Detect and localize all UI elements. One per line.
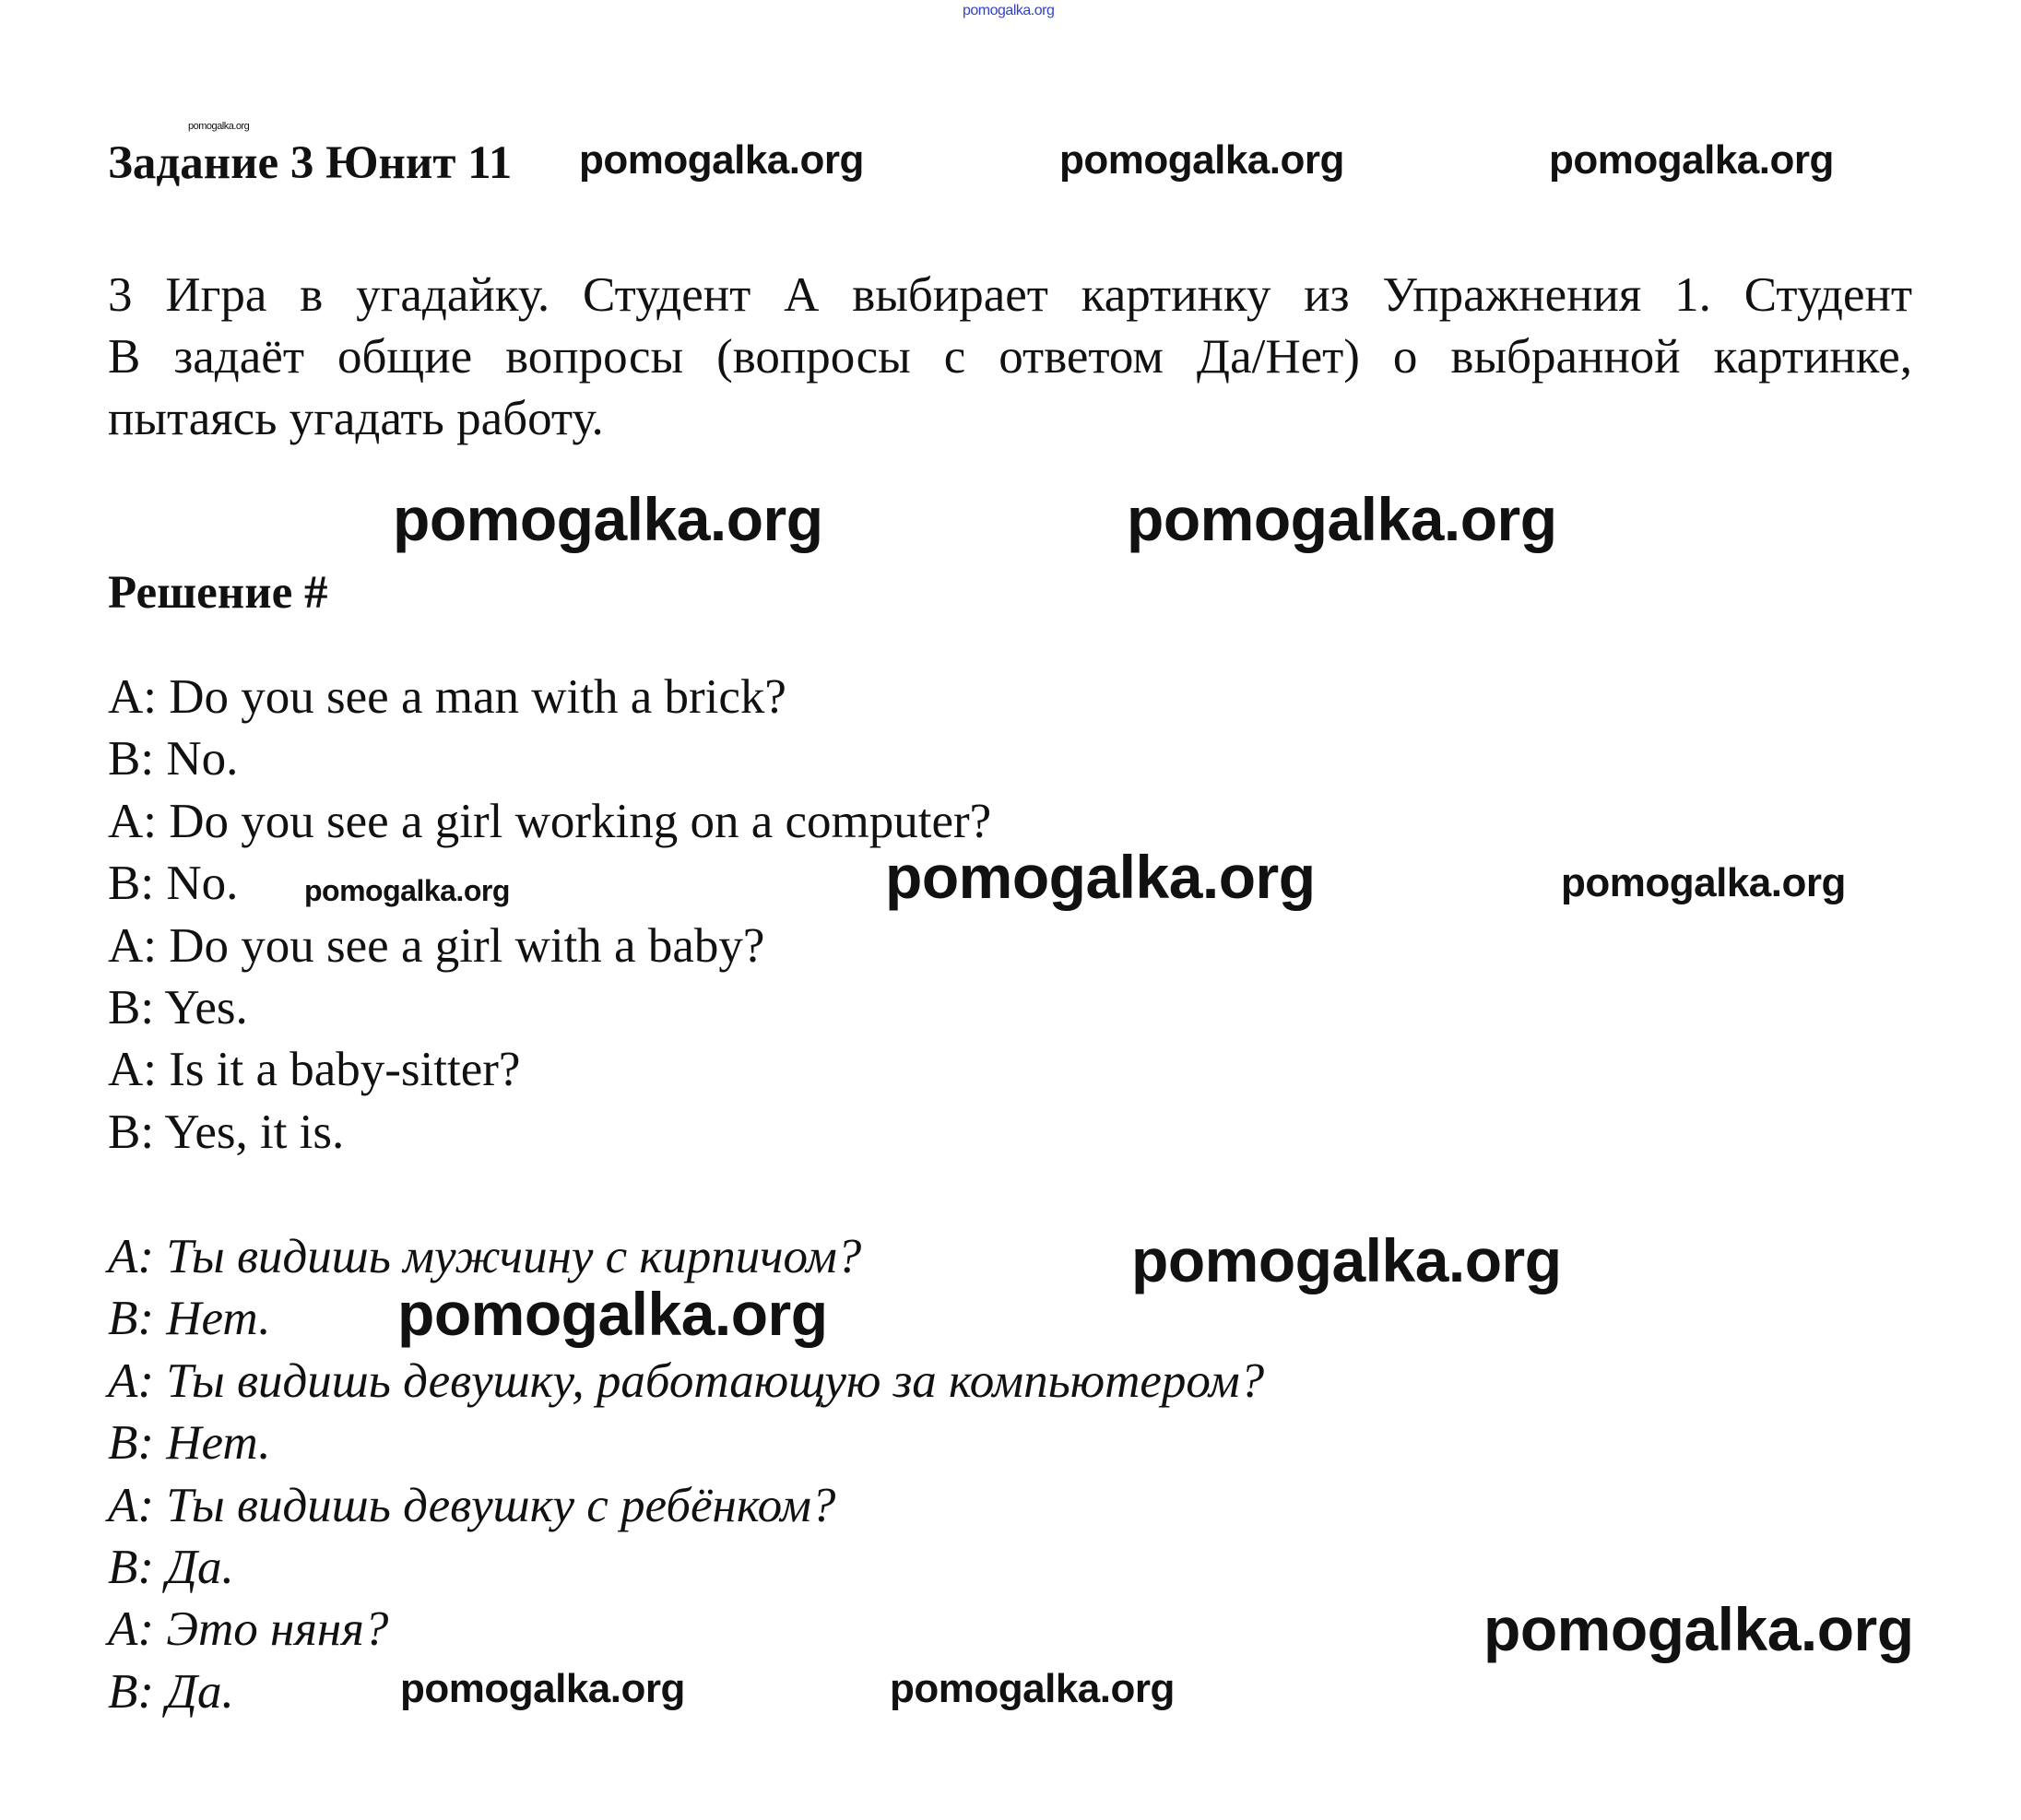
watermark: pomogalka.org <box>579 137 864 183</box>
dialog-line: A: Do you see a girl with a baby? <box>108 918 765 973</box>
watermark: pomogalka.org <box>885 843 1316 911</box>
dialog-line: B: No. <box>108 857 239 911</box>
watermark: pomogalka.org <box>1483 1595 1914 1663</box>
watermark: pomogalka.org <box>188 121 250 132</box>
task-text <box>108 265 1912 450</box>
task-line: пытаясь угадать работу. <box>108 392 604 445</box>
page-title: Задание 3 Юнит 11 <box>108 137 513 189</box>
dialog-line: B: Да. <box>108 1541 234 1595</box>
watermark: pomogalka.org <box>400 1666 685 1711</box>
watermark: pomogalka.org <box>1561 860 1846 905</box>
watermark: pomogalka.org <box>1127 485 1557 553</box>
watermark: pomogalka.org <box>1549 137 1834 183</box>
watermark: pomogalka.org <box>304 874 510 907</box>
solution-heading: Решение # <box>108 567 328 619</box>
dialog-line: A: Ты видишь мужчину с кирпичом? <box>108 1230 862 1283</box>
dialog-line: A: Ты видишь девушку с ребёнком? <box>108 1478 836 1532</box>
dialog-line: A: Это няня? <box>108 1602 389 1657</box>
dialog-line: B: Нет. <box>108 1292 271 1346</box>
dialog-line: A: Ты видишь девушку, работающую за компьютером? <box>108 1353 1265 1408</box>
dialog-line: B: No. <box>108 732 239 786</box>
dialog-line: B: Да. <box>108 1664 234 1719</box>
watermark: pomogalka.org <box>393 485 823 553</box>
task-line: В задаёт общие вопросы (вопросы с ответом Да/Нет) о выбранной картинке, <box>108 330 1912 384</box>
dialog-line: A: Do you see a man with a brick? <box>108 670 786 724</box>
watermark: pomogalka.org <box>1131 1226 1562 1294</box>
watermark: pomogalka.org <box>397 1280 828 1348</box>
dialog-line: B: Yes, it is. <box>108 1105 345 1159</box>
dialog-line: B: Нет. <box>108 1416 271 1471</box>
task-line: 3 Игра в угадайку. Студент А выбирает картинку из Упражнения 1. Студент <box>108 268 1912 322</box>
dialog-line: B: Yes. <box>108 981 248 1035</box>
watermark: pomogalka.org <box>1059 137 1344 183</box>
watermark-top: pomogalka.org <box>963 3 1055 18</box>
dialog-line: A: Do you see a girl working on a computer? <box>108 794 992 848</box>
watermark: pomogalka.org <box>890 1666 1175 1711</box>
dialog-english <box>108 667 991 1164</box>
dialog-line: A: Is it a baby-sitter? <box>108 1043 521 1097</box>
